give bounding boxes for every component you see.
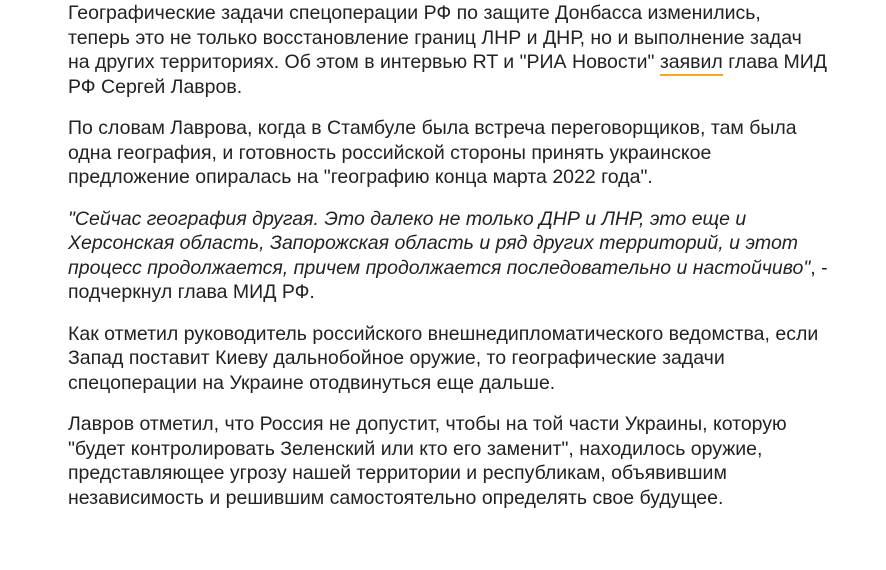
article-paragraph-1 [68,1,828,99]
source-link-zayavil[interactable]: заявил [660,51,723,76]
article-paragraph-4: Как отметил руководитель российского внешнедипломатического ведомства, если Запад поставит Киеву дальнобойное оружие, то географические задачи спецоперации на Украине отодвинуться еще дальше. [68,322,819,394]
paragraph-1-text-start: Географические задачи спецоперации РФ по защите Донбасса изменились, теперь это не только восстановление границ ЛНР и ДНР, но и выполнение задач на других территориях. Об этом в интервью RT и "РИА Новости" [68,2,802,73]
lavrov-quote: "Сейчас география другая. Это далеко не только ДНР и ЛНР, это еще и Херсонская область, Запорожская область и ряд других территорий, и этот процесс продолжается, причем продолжается последовательно и настойчиво" [68,207,811,279]
article-paragraph-2: По словам Лаврова, когда в Стамбуле была встреча переговорщиков, там была одна география, и готовность российской стороны принять украинское предложение опиралась на "географию конца марта 2022 года". [68,117,797,188]
paragraph-3-attribution: , - подчеркнул глава МИД РФ. [68,256,828,303]
article-paragraph-3 [68,207,828,305]
paragraph-1-text-end: глава МИД РФ Сергей Лавров. [68,51,827,98]
article-body [68,0,828,527]
article-paragraph-5: Лавров отметил, что Россия не допустит, чтобы на той части Украины, которую "будет контролировать Зеленский или кто его заменит", находилось оружие, представляющее угрозу нашей территории и республикам, объявившим независимость и решившим самостоятельно определять свое будущее. [68,413,787,509]
